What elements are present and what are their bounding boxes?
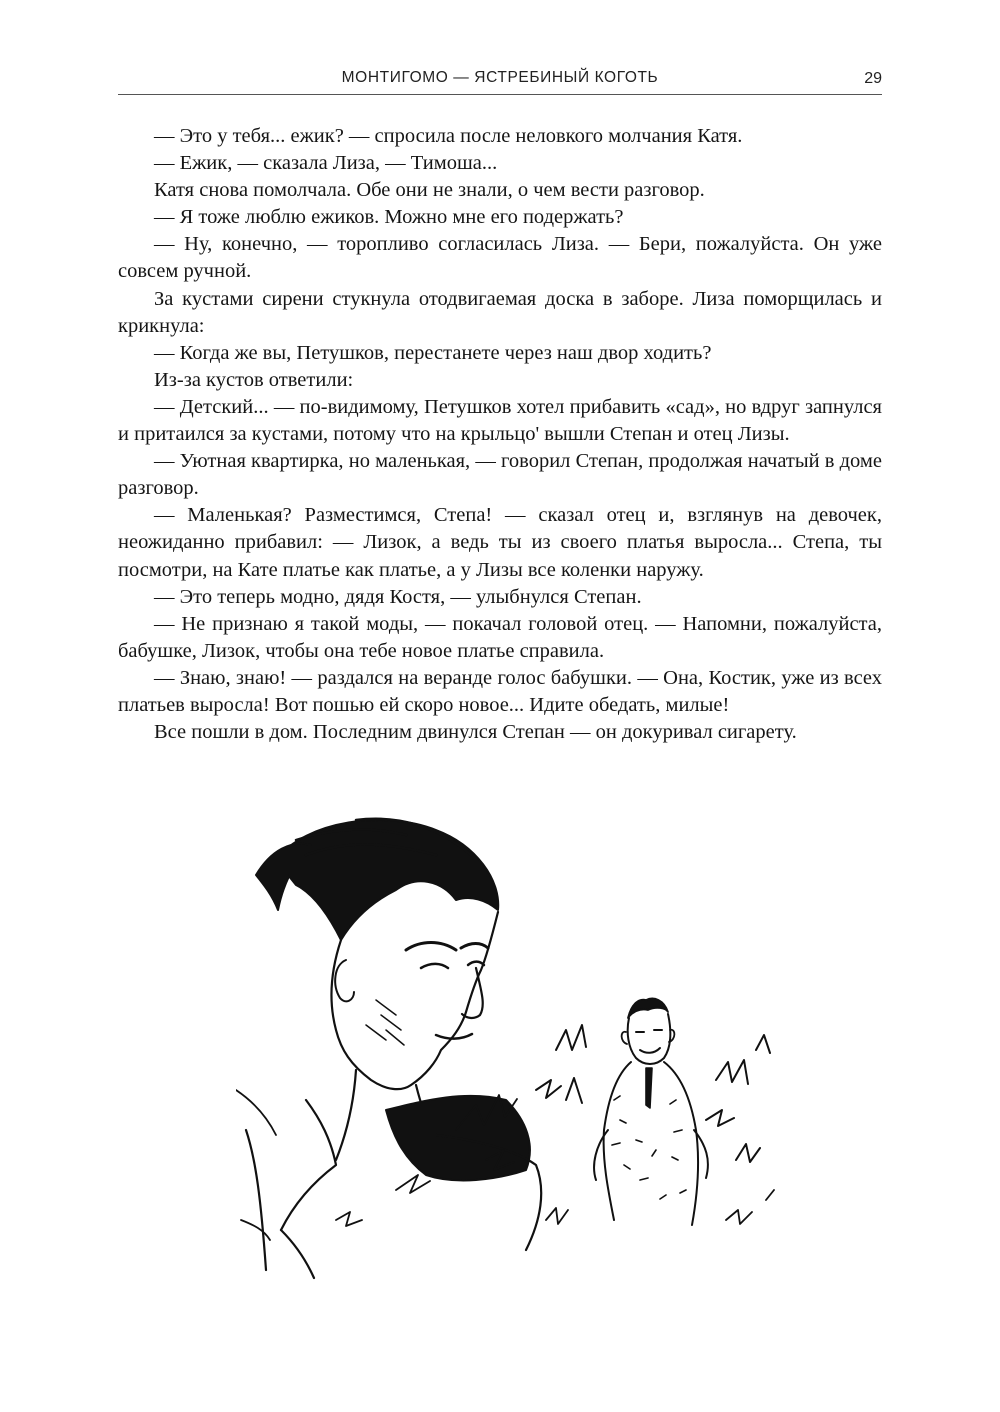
ink-illustration [236,800,792,1280]
running-header [118,66,882,95]
eye [421,962,484,968]
paragraph: — Маленькая? Разместимся, Степа! — сказал отец и, взглянув на девочек, неожиданно прибавил: — Лизок, а ведь ты из своего платья выросла... Степа, ты посмотри, на Кате платье как платье, а у Лизы все коленки наружу. [118,504,882,581]
body-text [118,123,882,746]
small-man-arm [594,1130,708,1180]
brow [406,943,488,951]
paragraph: Из-за кустов ответили: [154,368,354,391]
ear [335,960,354,1001]
paragraph: Катя снова помолчала. Обе они не знали, о чем вести разговор. [154,179,705,202]
small-man-features [636,1030,662,1053]
paragraph: — Это у тебя... ежик? — спросила после неловкого молчания Катя. [154,125,743,147]
small-man-jacket-texture [612,1096,686,1199]
paragraph: — Когда же вы, Петушков, перестанете через наш двор ходить? [154,341,712,364]
hair-mass [276,820,498,940]
paragraph: — Это теперь модно, дядя Костя, — улыбнулся Степан. [154,585,642,608]
sketch-two-men [236,800,792,1280]
paragraph: — Ну, конечно, — торопливо согласилась Лиза. — Бери, пожалуйста. Он уже совсем ручной. [118,233,882,283]
jacket-lines [236,1090,276,1240]
cheek-shading [366,1000,404,1045]
paragraph: За кустами сирени стукнула отодвигаемая доска в заборе. Лиза поморщилась и крикнула: [118,287,882,337]
page-number: 29 [864,70,882,87]
small-man-face [628,1014,671,1064]
paragraph: — Уютная квартирка, но маленькая, — говорил Степан, продолжая начатый в доме разговор. [118,450,882,500]
paragraph: — Ежик, — сказала Лиза, — Тимоша... [154,152,498,175]
face-profile [331,912,498,1089]
small-man-tie [646,1068,652,1108]
bush-scribbles-low [546,1190,774,1224]
bush-scribbles-left [536,1025,586,1103]
paragraph: — Знаю, знаю! — раздался на веранде голос бабушки. — Она, Костик, уже из всех платьев выросла! Вот пошью ей скоро новое... Идите обедать, милые! [118,666,882,716]
jacket-left [246,1130,314,1278]
paragraph: Все пошли в дом. Последним двинулся Степан — он докуривал сигарету. [154,721,797,744]
bush-scribbles-right [706,1035,770,1162]
small-man-hair [628,999,668,1019]
paragraph: — Детский... — по-видимому, Петушков хотел прибавить «сад», но вдруг запнулся и притаился за кустами, потому что на крыльцо' вышли Степан и отец Лизы. [118,395,882,446]
collar-left [281,1100,336,1230]
book-title: МОНТИГОМО — ЯСТРЕБИНЫЙ КОГОТЬ [341,69,659,86]
paragraph: — Я тоже люблю ежиков. Можно мне его подержать? [154,206,624,229]
paragraph: — Не признаю я такой моды, — покачал головой отец. — Напомни, пожалуйста, бабушке, Лизок, чтобы она тебе новое платье справила. [118,612,882,662]
